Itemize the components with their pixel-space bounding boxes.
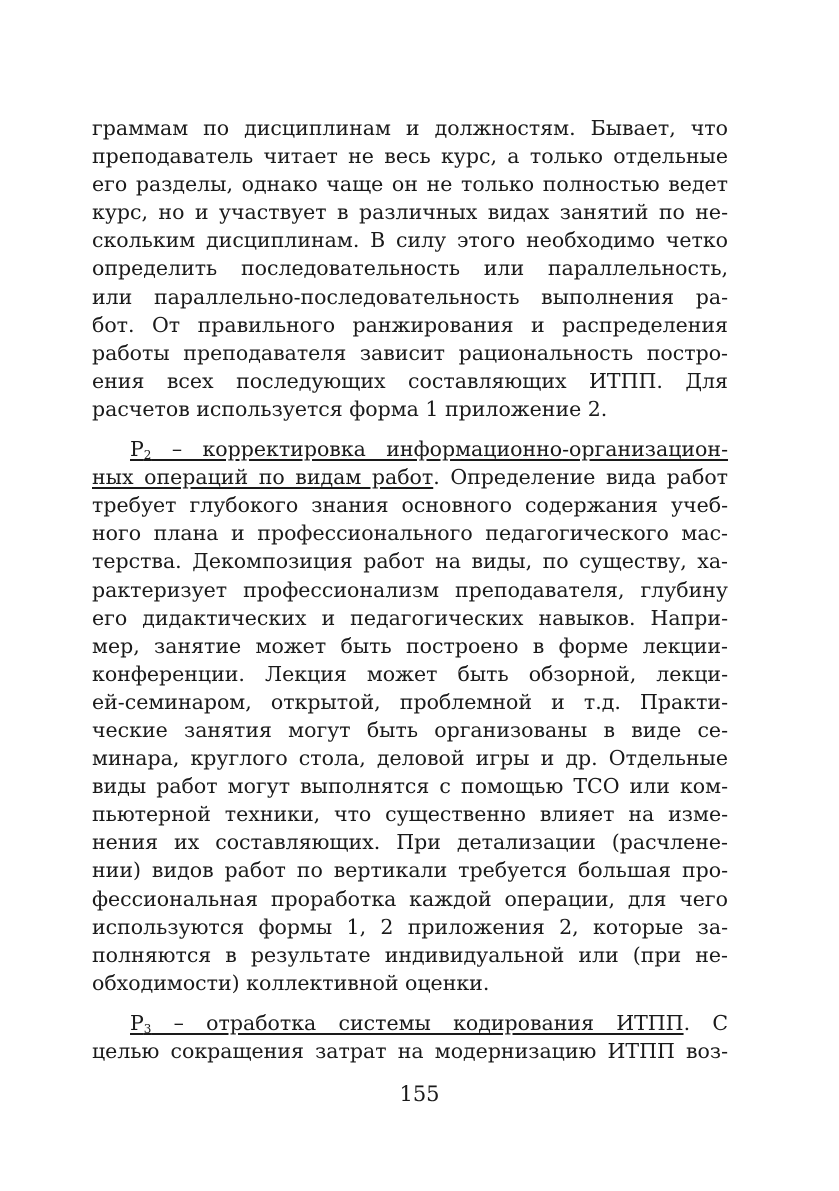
heading-underlined-cont: ных операций по видам работ (92, 465, 434, 490)
body-text (92, 114, 728, 1065)
text-line: работы преподавателя зависит рациональность постро- (92, 340, 728, 365)
section-heading-p2 (92, 435, 728, 463)
paragraph-2 (92, 435, 728, 997)
text-line: нии) видов работ по вертикали требуется большая про- (92, 858, 728, 883)
text-line: конференции. Лекция может быть обзорной, лекци- (92, 661, 728, 686)
text-line: курс, но и участвует в различных видах занятий по не- (92, 200, 728, 225)
text-line: используются формы 1, 2 приложения 2, которые за- (92, 914, 728, 939)
text-line: обходимости) коллективной оценки. (92, 970, 490, 995)
text-line: или параллельно-последовательность выполнения ра- (92, 284, 728, 309)
text-line: его разделы, однако чаще он не только полностью ведет (92, 172, 728, 197)
text-line: расчетов используется форма 1 приложение 2. (92, 396, 608, 421)
text-line: минара, круглого стола, деловой игры и др. Отдельные (92, 746, 728, 771)
text-line: мер, занятие может быть построено в форме лекции- (92, 633, 728, 658)
text-line: определить последовательность или параллельность, (92, 256, 728, 281)
text-line: фессиональная проработка каждой операции, для чего (92, 886, 728, 911)
text-line: ческие занятия могут быть организованы в виде се- (92, 717, 728, 742)
text-line: его дидактических и педагогических навыков. Напри- (92, 605, 728, 630)
text-line: требует глубокого знания основного содержания учеб- (92, 493, 728, 518)
text-line: полняются в результате индивидуальной или (при не- (92, 942, 728, 967)
text-line: граммам по дисциплинам и должностям. Бывает, что (92, 116, 728, 140)
text-line: пьютерной техники, что существенно влияет на изме- (92, 802, 728, 827)
text-line: ей-семинаром, открытой, проблемной и т.д. Практи- (92, 689, 728, 714)
text-line: рактеризует профессионализм преподавателя, глубину (92, 577, 728, 602)
text-line: преподаватель читает не весь курс, а только отдельные (92, 144, 728, 169)
text-line: ного плана и профессионального педагогического мас- (92, 521, 728, 546)
paragraph-1 (92, 114, 728, 423)
text-line: терства. Декомпозиция работ на виды, по существу, ха- (92, 549, 728, 574)
text-line: виды работ могут выполнятся с помощью ТСО или ком- (92, 774, 728, 799)
text-line: нения их составляющих. При детализации (расчлене- (92, 830, 728, 855)
section-heading-p3: $Р_3$ – отработка системы кодирования ИТПП. С (130, 1010, 729, 1036)
text-line: ных операций по видам работ. Определение вида работ (92, 465, 729, 490)
heading-underlined: $Р_2$ – корректировка информационно-организацион- (130, 437, 728, 463)
paragraph-3 (92, 1009, 728, 1065)
text-line: бот. От правильного ранжирования и распределения (92, 312, 728, 337)
heading-underlined: $Р_3$ – отработка системы кодирования ИТПП (130, 1010, 684, 1036)
page-number: 155 (399, 1082, 440, 1106)
text-line: целью сокращения затрат на модернизацию ИТПП воз- (92, 1039, 728, 1063)
text-line: скольким дисциплинам. В силу этого необходимо четко (92, 228, 728, 253)
text-line: ения всех последующих составляющих ИТПП. Для (92, 368, 728, 393)
